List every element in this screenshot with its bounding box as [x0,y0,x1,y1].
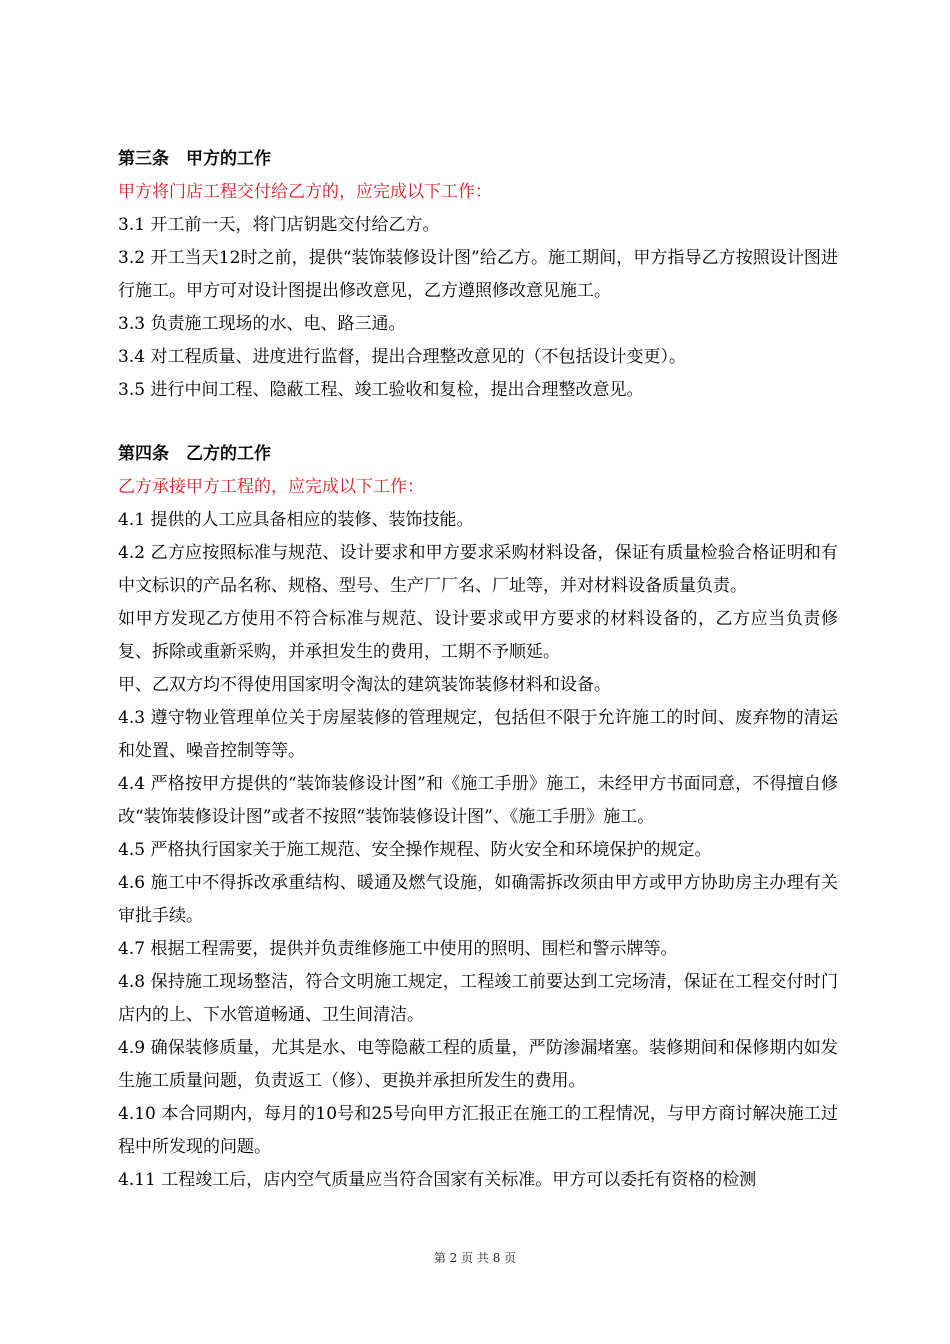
clause-4-9: 4.9 确保装修质量，尤其是水、电等隐蔽工程的质量，严防渗漏堵塞。装修期间和保修期内如发生施工质量问题，负责返工（修）、更换并承担所发生的费用。 [118,1038,838,1091]
clause-4-1: 4.1 提供的人工应具备相应的装修、装饰技能。 [118,510,474,530]
clause-4-2: 4.2 乙方应按照标准与规范、设计要求和甲方要求采购材料设备，保证有质量检验合格证明和有中文标识的产品名称、规格、型号、生产厂厂名、厂址等，并对材料设备质量负责。 [118,543,838,596]
article-4-section [118,438,838,1197]
clause-4-2-note-1: 如甲方发现乙方使用不符合标准与规范、设计要求或甲方要求的材料设备的，乙方应当负责修复、拆除或重新采购，并承担发生的费用，工期不予顺延。 [118,609,838,662]
article-3-section [118,143,838,407]
clause-4-6: 4.6 施工中不得拆改承重结构、暖通及燃气设施，如确需拆改须由甲方或甲方协助房主办理有关审批手续。 [118,873,838,926]
clause-4-11: 4.11 工程竣工后，店内空气质量应当符合国家有关标准。甲方可以委托有资格的检测 [118,1170,757,1190]
article-4-intro: 乙方承接甲方工程的，应完成以下工作： [118,477,424,497]
clause-3-2: 3.2 开工当天12时之前，提供“装饰装修设计图”给乙方。施工期间，甲方指导乙方按照设计图进行施工。甲方可对设计图提出修改意见，乙方遵照修改意见施工。 [118,248,838,301]
clause-3-1: 3.1 开工前一天，将门店钥匙交付给乙方。 [118,215,440,235]
clause-4-2-note-2: 甲、乙双方均不得使用国家明令淘汰的建筑装饰装修材料和设备。 [118,675,611,695]
clause-3-3: 3.3 负责施工现场的水、电、路三通。 [118,314,406,334]
clause-3-4: 3.4 对工程质量、进度进行监督，提出合理整改意见的（不包括设计变更）。 [118,347,686,367]
clause-4-3: 4.3 遵守物业管理单位关于房屋装修的管理规定，包括但不限于允许施工的时间、废弃物的清运和处置、噪音控制等等。 [118,708,838,761]
clause-3-5: 3.5 进行中间工程、隐蔽工程、竣工验收和复检，提出合理整改意见。 [118,380,644,400]
article-3-heading: 第三条 甲方的工作 [118,149,271,169]
article-3-intro: 甲方将门店工程交付给乙方的，应完成以下工作： [118,182,492,202]
clause-4-4: 4.4 严格按甲方提供的“装饰装修设计图”和《施工手册》施工，未经甲方书面同意，不得擅自修改“装饰装修设计图”或者不按照“装饰装修设计图”、《施工手册》施工。 [118,774,838,827]
article-4-heading: 第四条 乙方的工作 [118,444,271,464]
clause-4-8: 4.8 保持施工现场整洁，符合文明施工规定，工程竣工前要达到工完场清，保证在工程交付时门店内的上、下水管道畅通、卫生间清洁。 [118,972,838,1025]
clause-4-10: 4.10 本合同期内，每月的10号和25号向甲方汇报正在施工的工程情况，与甲方商讨解决施工过程中所发现的问题。 [118,1104,838,1157]
page-number-footer: 第 2 页 共 8 页 [433,1251,517,1265]
clause-4-5: 4.5 严格执行国家关于施工规范、安全操作规程、防火安全和环境保护的规定。 [118,840,712,860]
clause-4-7: 4.7 根据工程需要，提供并负责维修施工中使用的照明、围栏和警示牌等。 [118,939,678,959]
